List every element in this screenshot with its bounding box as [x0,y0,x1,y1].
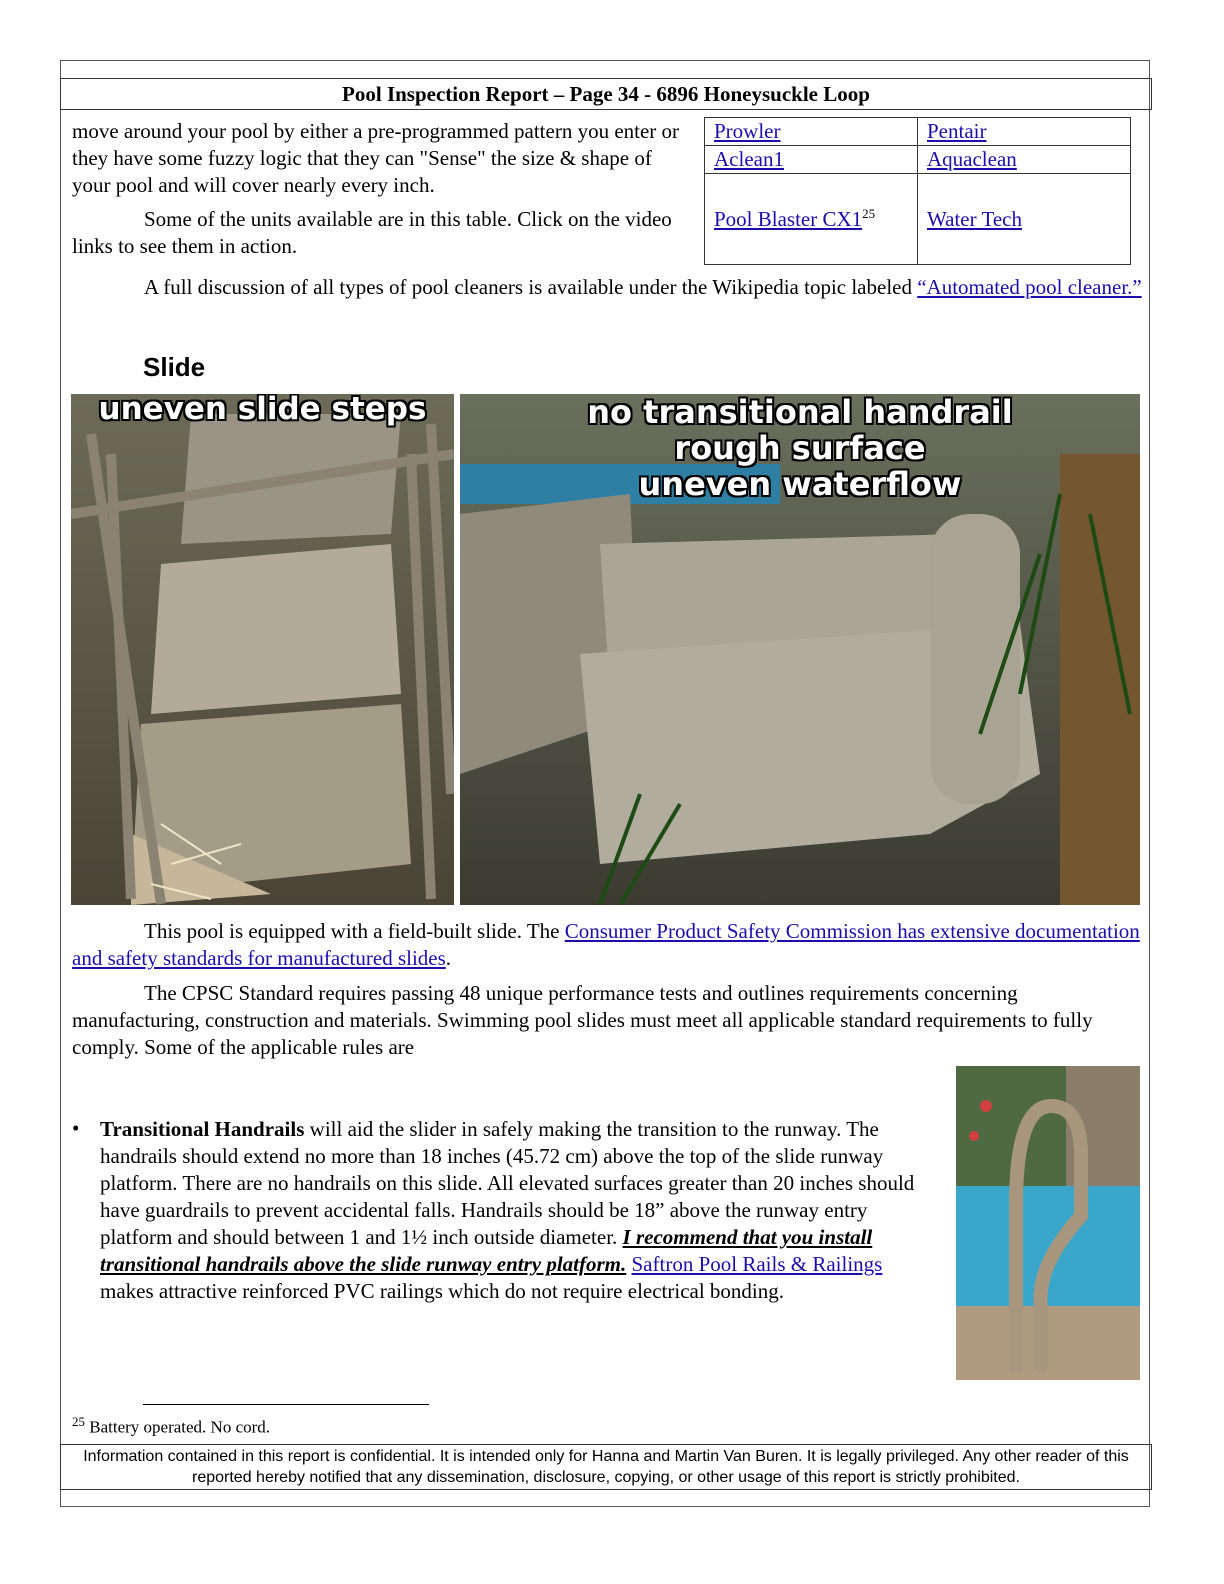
prowler-link[interactable]: Prowler [714,119,781,143]
aclean1-link[interactable]: Aclean1 [714,147,784,171]
table-cell [918,118,1131,146]
footnote [72,1414,270,1438]
right-photo-caption-2: rough surface [674,429,926,467]
footnote-ref: 25 [862,206,876,221]
wikipedia-text: A full discussion of all types of pool cleaners is available under the Wikipedia topic labeled [144,275,918,299]
pool-blaster-link[interactable]: Pool Blaster CX1 [714,207,863,231]
wikipedia-paragraph [72,274,1142,301]
footnote-text: Battery operated. No cord. [85,1417,271,1437]
pool-cleaner-table [704,117,1131,265]
header-title: Pool Inspection Report – Page 34 - 6896 Honeysuckle Loop [342,82,870,106]
slide-steps-photo [71,394,454,905]
footer-text: Information contained in this report is confidential. It is intended only for Hanna and Martin Van Buren. It is legally privileged. Any other reader of this reported hereby notified that any dissemination, disclosure, copying, or other usage of this report is strictly prohibited. [83,1448,1129,1486]
slide-text-end: . [445,946,452,970]
recommendation-text: I recommend that you install transitional handrails above the slide runway entry platform. [100,1225,873,1276]
table-cell [918,146,1131,174]
pentair-link[interactable]: Pentair [927,119,987,143]
section-heading: Slide [143,352,206,382]
bullet-marker: • [72,1116,80,1140]
table-row [705,146,1131,174]
saftron-link[interactable]: Saftron Pool Rails & Railings [631,1252,883,1276]
table-row [705,174,1131,265]
cpsc-standard-paragraph [72,980,1142,1061]
cpsc-link[interactable]: Consumer Product Safety Commission has extensive documentation and safety standards for manufactured slides [72,919,1140,970]
table-row [705,118,1131,146]
slide-surface-photo [460,394,1140,905]
slide-paragraph [72,918,1142,972]
handrails-text: will aid the slider in safely making the transition to the runway. The handrails should extend no more than 18 inches (45.72 cm) above the top of the slide runway platform. There are no handrails on this slide. All elevated surfaces greater than 20 inches should have guardrails to prevent accidental falls. Handrails should be 18” above the runway entry platform and should between 1 and 1½ inch outside diameter. [100,1117,915,1249]
intro-paragraph [72,118,684,199]
intro-text: move around your pool by either a pre-programmed pattern you enter or they have some fuzzy logic that they can "Sense" the size & shape of your pool and will cover nearly every inch. [72,119,680,197]
page-header [60,78,1152,110]
table-cell [918,174,1131,265]
cpsc-standard-text: The CPSC Standard requires passing 48 unique performance tests and outlines requirements concerning manufacturing, construction and materials. Swimming pool slides must meet all applicable standard requirements to fully comply. Some of the applicable rules are [72,981,1093,1059]
right-photo-caption-3: uneven waterflow [638,465,962,503]
table-cell [705,174,918,265]
automated-pool-cleaner-link[interactable]: “Automated pool cleaner.” [917,275,1142,299]
handrail-photo [956,1066,1140,1380]
footnote-number: 25 [72,1414,85,1429]
right-photo-caption-1: no transitional handrail [587,394,1013,431]
table-cell [705,118,918,146]
table-intro-text: Some of the units available are in this table. Click on the video links to see them in action. [72,207,672,258]
handrails-tail-text: makes attractive reinforced PVC railings which do not require electrical bonding. [100,1279,785,1303]
table-intro-paragraph [72,206,684,260]
footnote-separator [143,1404,429,1405]
aquaclean-link[interactable]: Aquaclean [927,147,1017,171]
handrails-term: Transitional Handrails [100,1117,305,1141]
slide-text: This pool is equipped with a field-built slide. The [144,919,565,943]
table-cell [705,146,918,174]
confidentiality-footer [60,1444,1152,1490]
handrail-image [956,1066,1140,1380]
water-tech-link[interactable]: Water Tech [927,206,1022,231]
slide-steps-image [71,394,454,905]
left-photo-caption: uneven slide steps [98,394,427,427]
handrails-bullet [100,1116,940,1305]
